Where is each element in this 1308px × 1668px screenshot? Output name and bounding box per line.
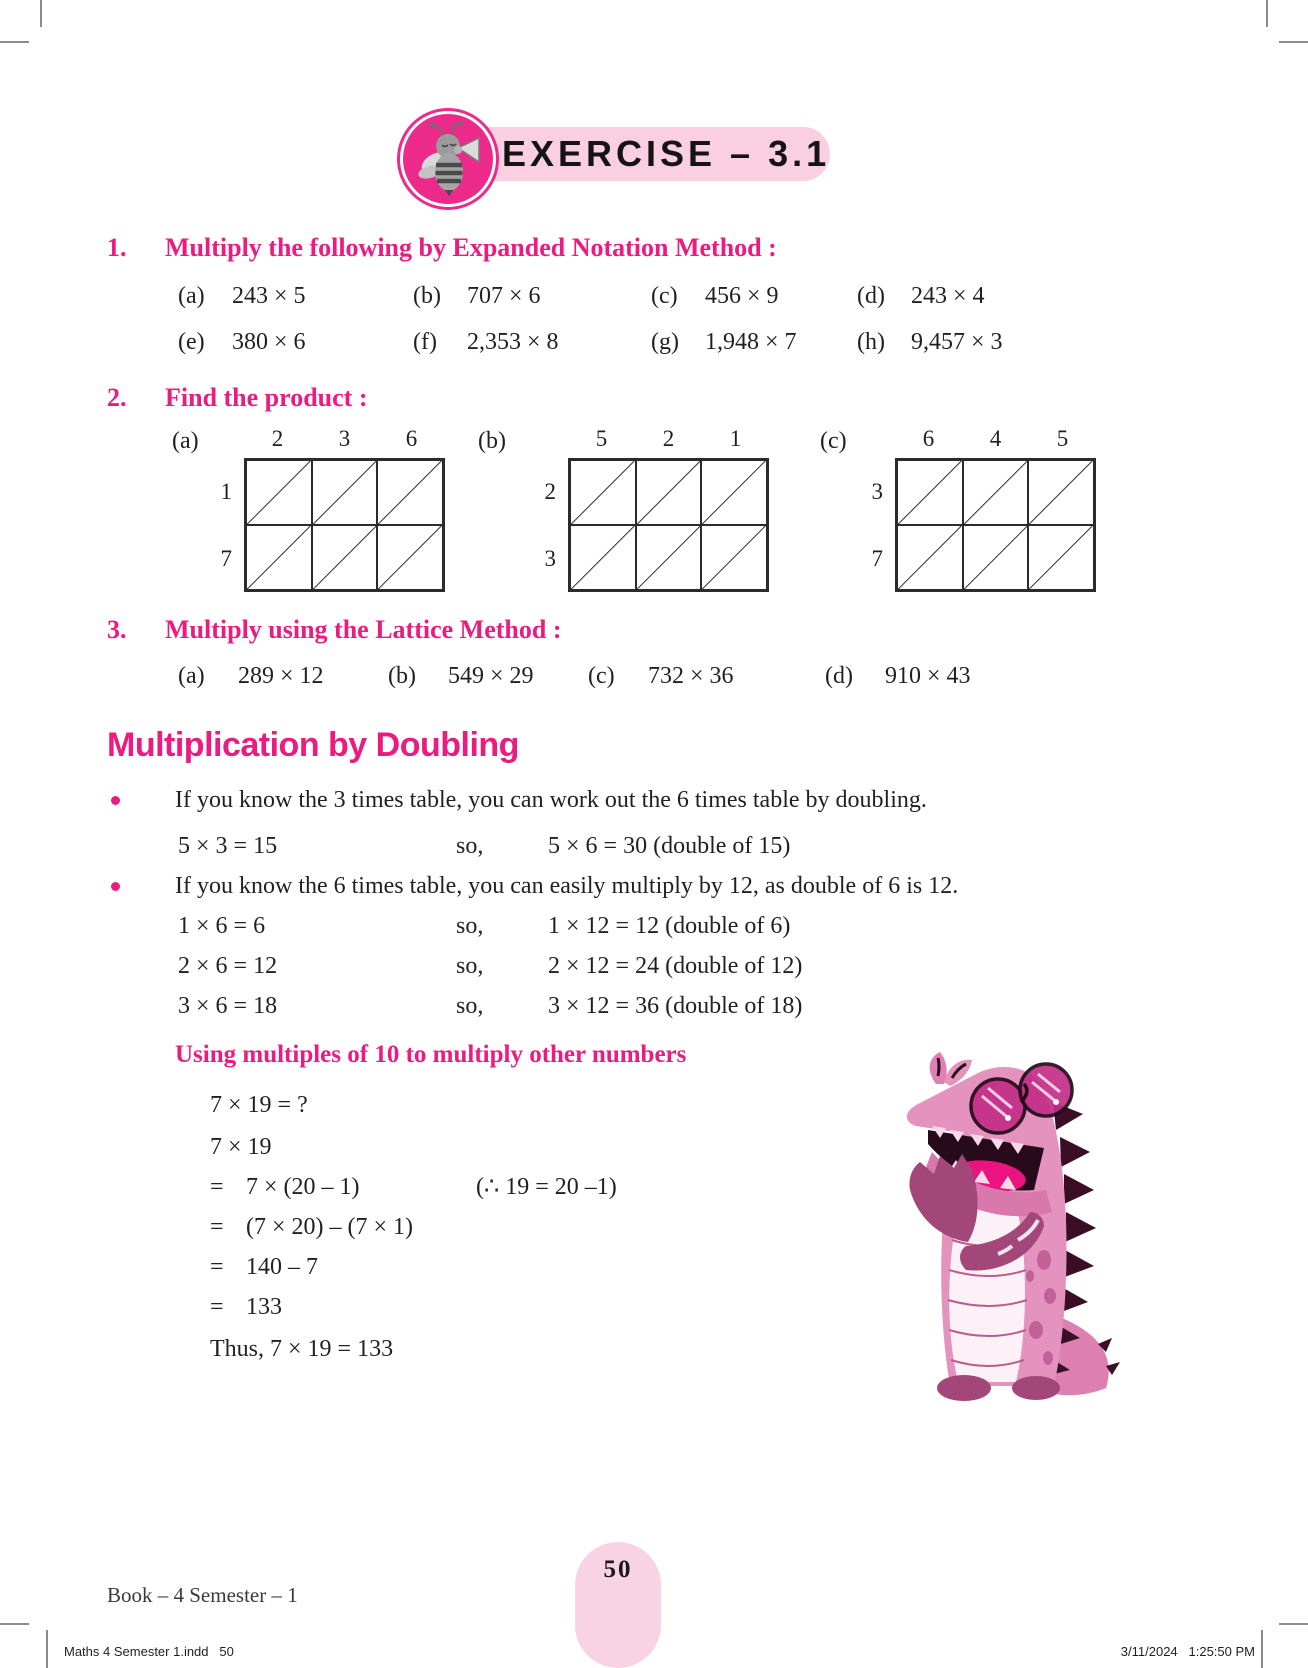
footer-book-label: Book – 4 Semester – 1 xyxy=(107,1583,298,1607)
crop-mark xyxy=(46,1630,48,1668)
crop-mark xyxy=(1266,0,1268,27)
col-digit: 4 xyxy=(989,426,1002,451)
crop-mark xyxy=(0,1623,29,1625)
step-expression: 133 xyxy=(246,1294,282,1320)
col-digit: 6 xyxy=(405,426,418,451)
question-number: 2. xyxy=(107,383,127,412)
doubling-rows xyxy=(178,912,802,1020)
example-steps xyxy=(210,1173,617,1321)
crop-mark xyxy=(0,41,29,43)
lattice-grid-c xyxy=(820,424,1096,592)
list-item: (h) 9,457 × 3 xyxy=(857,329,1003,355)
question-number: 3. xyxy=(107,615,127,644)
question-number: 1. xyxy=(107,233,127,262)
grid-label: (a) xyxy=(172,428,199,454)
equation-so: so, xyxy=(456,953,484,979)
col-digit: 6 xyxy=(922,426,935,451)
list-item: (a) 243 × 5 xyxy=(178,283,306,309)
equals-sign: = xyxy=(210,1174,224,1200)
lattice xyxy=(534,424,769,592)
sub-heading: Using multiples of 10 to multiply other numbers xyxy=(175,1041,687,1068)
lattice-box xyxy=(244,458,445,592)
crop-mark xyxy=(1261,1630,1263,1668)
lattice xyxy=(861,424,1096,592)
question-heading: Find the product : xyxy=(165,383,368,412)
bullet-text: If you know the 3 times table, you can work out the 6 times table by doubling. xyxy=(175,787,927,813)
list-item: (e) 380 × 6 xyxy=(178,329,306,355)
equation-right: 1 × 12 = 12 (double of 6) xyxy=(548,913,791,939)
step-expression: (7 × 20) – (7 × 1) xyxy=(246,1214,414,1240)
lattice-grid-b xyxy=(478,424,769,592)
grid-label: (c) xyxy=(820,428,847,454)
list-item: (a) 289 × 12 xyxy=(178,663,324,689)
print-filename: Maths 4 Semester 1.indd 50 xyxy=(64,1644,234,1659)
section-heading: Multiplication by Doubling xyxy=(107,726,519,764)
crop-mark xyxy=(1279,41,1308,43)
example-line: 7 × 19 = ? xyxy=(210,1092,308,1118)
question-3-heading-row xyxy=(107,615,562,645)
col-digit: 2 xyxy=(662,426,675,451)
equation-left: 3 × 6 = 18 xyxy=(178,993,278,1019)
row-digit: 7 xyxy=(871,545,883,571)
bullet-text: If you know the 6 times table, you can easily multiply by 12, as double of 6 is 12. xyxy=(175,873,959,899)
row-digit: 1 xyxy=(220,478,232,504)
row-digit: 3 xyxy=(544,545,556,571)
step-expression: 7 × (20 – 1) xyxy=(246,1174,360,1200)
list-item: (b) 707 × 6 xyxy=(413,283,541,309)
grid-label: (b) xyxy=(478,428,506,454)
lattice xyxy=(210,424,445,592)
pink-crocodile-illustration xyxy=(848,1012,1120,1404)
row-digit: 3 xyxy=(871,478,883,504)
lattice-box xyxy=(895,458,1096,592)
question-3-items xyxy=(178,663,971,690)
list-item: (c) 456 × 9 xyxy=(651,283,779,309)
page-number-pill xyxy=(575,1542,661,1668)
equals-sign: = xyxy=(210,1294,224,1320)
equation-right: 2 × 12 = 24 (double of 12) xyxy=(548,953,803,979)
question-heading: Multiply using the Lattice Method : xyxy=(165,615,562,644)
lattice-grid-a xyxy=(172,424,445,592)
list-item: (f) 2,353 × 8 xyxy=(413,329,559,355)
step-expression: 140 – 7 xyxy=(246,1254,318,1280)
question-heading: Multiply the following by Expanded Notation Method : xyxy=(165,233,777,262)
equation-left: 5 × 3 = 15 xyxy=(178,833,278,859)
list-item: (g) 1,948 × 7 xyxy=(651,329,797,355)
step-note xyxy=(476,1253,617,1281)
equals-sign: = xyxy=(210,1214,224,1240)
bee-badge xyxy=(397,108,499,210)
equation-so: so, xyxy=(456,913,484,939)
example-line: 7 × 19 xyxy=(210,1134,272,1160)
col-digit: 3 xyxy=(338,426,351,451)
list-item: (b) 549 × 29 xyxy=(388,663,534,689)
col-digit: 5 xyxy=(1056,426,1069,451)
list-item: (c) 732 × 36 xyxy=(588,663,734,689)
exercise-title: EXERCISE – 3.1 xyxy=(502,133,831,174)
equation-left: 1 × 6 = 6 xyxy=(178,913,266,939)
row-digit: 7 xyxy=(220,545,232,571)
list-item: (d) 910 × 43 xyxy=(825,663,971,689)
crop-mark xyxy=(1279,1623,1308,1625)
equation-right: 3 × 12 = 36 (double of 18) xyxy=(548,993,803,1019)
bee-megaphone-icon xyxy=(403,114,493,204)
equation-right: 5 × 6 = 30 (double of 15) xyxy=(548,833,791,859)
equation-so: so, xyxy=(456,993,484,1019)
example-conclusion: Thus, 7 × 19 = 133 xyxy=(210,1336,394,1362)
step-note xyxy=(476,1293,617,1321)
step-note: (∴ 19 = 20 –1) xyxy=(476,1174,617,1200)
question-2-heading-row xyxy=(107,383,368,413)
step-note xyxy=(476,1213,617,1241)
page-number: 50 xyxy=(603,1556,633,1583)
crop-mark xyxy=(40,0,42,27)
lattice-box xyxy=(568,458,769,592)
question-1-items xyxy=(178,283,1003,356)
col-digit: 1 xyxy=(729,426,742,451)
equation-left: 2 × 6 = 12 xyxy=(178,953,278,979)
question-1-heading-row xyxy=(107,233,777,263)
doubling-row xyxy=(178,832,790,860)
equation-so: so, xyxy=(456,833,484,859)
list-item: (d) 243 × 4 xyxy=(857,283,985,309)
print-timestamp: 3/11/2024 1:25:50 PM xyxy=(1120,1644,1255,1659)
equals-sign: = xyxy=(210,1254,224,1280)
col-digit: 2 xyxy=(271,426,284,451)
col-digit: 5 xyxy=(595,426,608,451)
row-digit: 2 xyxy=(544,478,556,504)
